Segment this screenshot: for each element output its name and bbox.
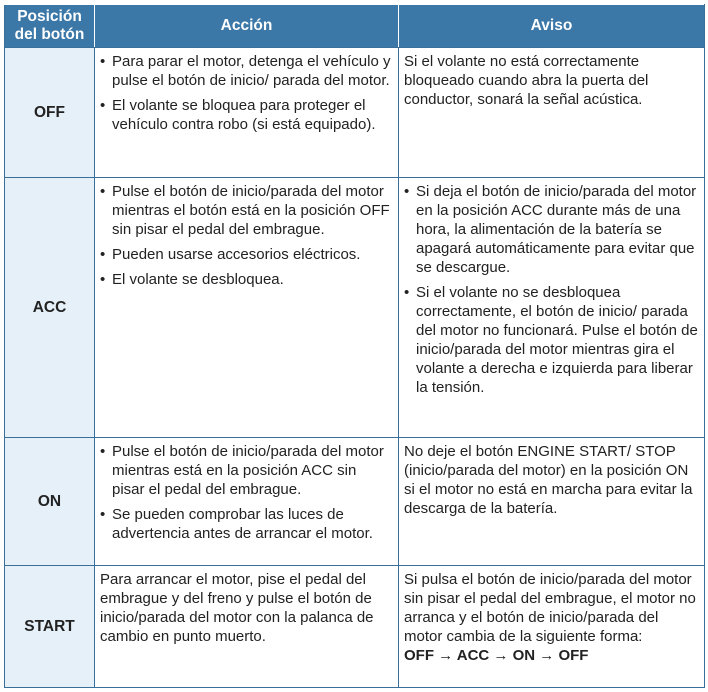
position-start: START — [5, 566, 95, 688]
list-item: • Si deja el botón de inicio/parada del motor en la posición ACC durante más de una hora, la alimentación de la batería se apagará automáticamente para evitar que se descargue. — [404, 182, 698, 277]
action-acc — [95, 178, 399, 438]
notice-start — [399, 566, 705, 688]
header-row — [5, 5, 705, 48]
notice-acc — [399, 178, 705, 438]
position-acc: ACC — [5, 178, 95, 438]
table-row-acc — [5, 178, 705, 438]
ignition-positions-table — [4, 4, 705, 688]
position-sequence: OFF → ACC → ON → OFF — [404, 647, 589, 664]
notice-on: No deje el botón ENGINE START/ STOP (inicio/parada del motor) en la posición ON si el motor no está en marcha para evitar la descarga de la batería. — [399, 438, 705, 566]
notice-acc-list — [404, 182, 698, 397]
action-on-list — [100, 442, 392, 543]
table-row-start — [5, 566, 705, 688]
action-on — [95, 438, 399, 566]
position-off: OFF — [5, 48, 95, 178]
list-item: • Para parar el motor, detenga el vehículo y pulse el botón de inicio/ parada del motor. — [100, 52, 392, 90]
notice-start-text: Si pulsa el botón de inicio/parada del motor sin pisar el pedal del embrague, el motor no arranca y el botón de inicio/parada del motor cambia de la siguiente forma: — [404, 571, 696, 645]
list-item: • El volante se desbloquea. — [100, 270, 392, 289]
list-item: • Si el volante no se desbloquea correctamente, el botón de inicio/ parada del motor no funcionará. Pulse el botón de inicio/parada del motor mientras gira el volante a derecha e izquierda para liberar la tensión. — [404, 283, 698, 397]
table-row-on — [5, 438, 705, 566]
list-item: • El volante se bloquea para proteger el vehículo contra robo (si está equipado). — [100, 96, 392, 134]
header-position: Posición del botón — [5, 5, 95, 48]
table-body — [5, 48, 705, 688]
table-row-off — [5, 48, 705, 178]
action-acc-list — [100, 182, 392, 289]
notice-off: Si el volante no está correctamente bloqueado cuando abra la puerta del conductor, sonará la señal acústica. — [399, 48, 705, 178]
list-item: • Pulse el botón de inicio/parada del motor mientras está en la posición ACC sin pisar el pedal del embrague. — [100, 442, 392, 499]
list-item: • Se pueden comprobar las luces de advertencia antes de arrancar el motor. — [100, 505, 392, 543]
action-off — [95, 48, 399, 178]
header-notice: Aviso — [399, 5, 705, 48]
action-start: Para arrancar el motor, pise el pedal del embrague y del freno y pulse el botón de inicio/parada del motor con la palanca de cambio en punto muerto. — [95, 566, 399, 688]
table-header — [5, 5, 705, 48]
list-item: • Pulse el botón de inicio/parada del motor mientras el botón está en la posición OFF sin pisar el pedal del embrague. — [100, 182, 392, 239]
position-on: ON — [5, 438, 95, 566]
header-action: Acción — [95, 5, 399, 48]
action-off-list — [100, 52, 392, 134]
list-item: • Pueden usarse accesorios eléctricos. — [100, 245, 392, 264]
